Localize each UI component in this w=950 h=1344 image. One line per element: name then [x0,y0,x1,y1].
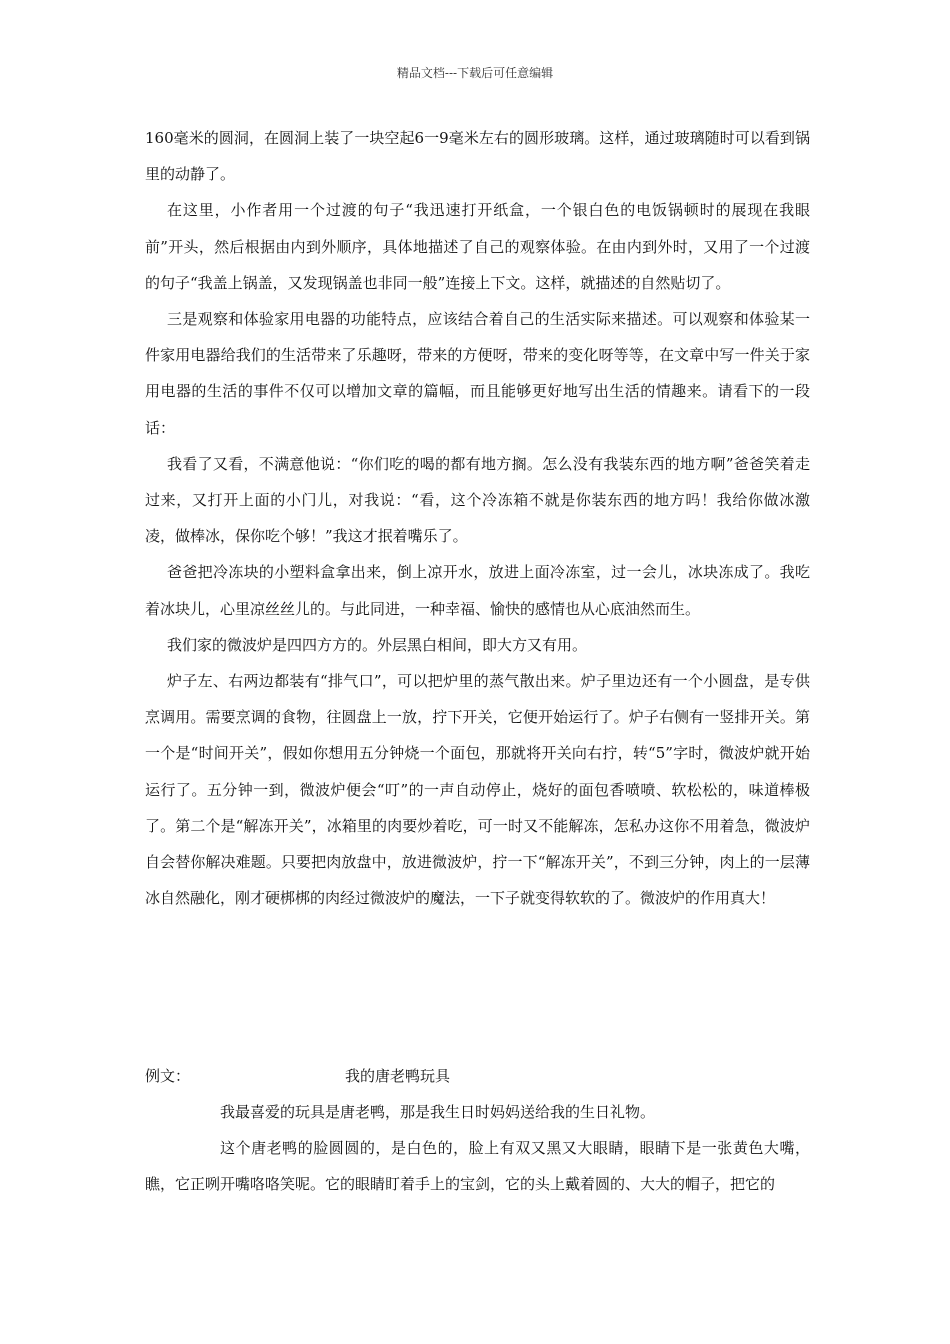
paragraph: 我们家的微波炉是四四方方的。外层黑白相间，即大方又有用。 [167,635,588,654]
example-text [145,1094,810,1203]
body-text [145,120,810,916]
example-title: 我的唐老鸭玩具 [345,1067,451,1085]
paragraph: 爸爸把冷冻块的小塑料盒拿出来，倒上凉开水，放进上面冷冻室，过一会儿，冰块冻成了。我吃着冰块儿，心里凉丝丝儿的。与此同进，一种幸福、愉快的感情也从心底油然而生。 [145,563,810,618]
example-label: 例文： [145,1067,191,1085]
paragraph: 160毫米的圆洞，在圆洞上装了一块空起6一9毫米左右的圆形玻璃。这样，通过玻璃随时可以看到锅里的动静了。 [145,129,810,184]
paragraph: 三是观察和体验家用电器的功能特点，应该结合着自己的生活实际来描述。可以观察和体验某一件家用电器给我们的生活带来了乐趣呀，带来的方便呀，带来的变化呀等等，在文章中写一件关于家用电器的生活的事件不仅可以增加文章的篇幅，而且能够更好地写出生活的情趣来。请看下的一段话： [145,310,810,437]
example-paragraph: 这个唐老鸭的脸圆圆的，是白色的，脸上有双又黑又大眼睛，眼睛下是一张黄色大嘴，瞧，它正咧开嘴咯咯笑呢。它的眼睛盯着手上的宝剑，它的头上戴着圆的、大大的帽子，把它的 [145,1139,810,1194]
example-paragraph: 我最喜爱的玩具是唐老鸭，那是我生日时妈妈送给我的生日礼物。 [220,1103,656,1121]
page-header: 精品文档---下载后可任意编辑 [396,66,554,80]
paragraph: 我看了又看，不满意他说：“你们吃的喝的都有地方搁。怎么没有我装东西的地方啊”爸爸笑着走过来，又打开上面的小门儿，对我说：“看，这个冷冻箱不就是你装东西的地方吗！我给你做冰激凌，做棒冰，保你吃个够！”我这才抿着嘴乐了。 [145,454,810,546]
example-heading [145,1058,810,1094]
paragraph: 炉子左、右两边都装有“排气口”，可以把炉里的蒸气散出来。炉子里边还有一个小圆盘，是专供烹调用。需要烹调的食物，往圆盘上一放，拧下开关，它便开始运行了。炉子右侧有一竖排开关。第一个是“时间开关”，假如你想用五分钟烧一个面包，那就将开关向右拧，转“5”字时，微波炉就开始运行了。五分钟一到，微波炉便会“叮”的一声自动停止，烧好的面包香喷喷、软松松的，味道棒极了。第二个是“解冻开关”，冰箱里的肉要炒着吃，可一时又不能解冻，怎私办这你不用着急，微波炉自会替你解决难题。只要把肉放盘中，放进微波炉，拧一下“解冻开关”，不到三分钟，肉上的一层薄冰自然融化，刚才硬梆梆的肉经过微波炉的魔法，一下子就变得软软的了。微波炉的作用真大！ [145,672,810,908]
paragraph: 在这里，小作者用一个过渡的句子“我迅速打开纸盒，一个银白色的电饭锅顿时的展现在我眼前”开头，然后根据由内到外顺序，具体地描述了自己的观察体验。在由内到外时，又用了一个过渡的句子“我盖上锅盖，又发现锅盖也非同一般”连接上下文。这样，就描述的自然贴切了。 [145,201,810,292]
